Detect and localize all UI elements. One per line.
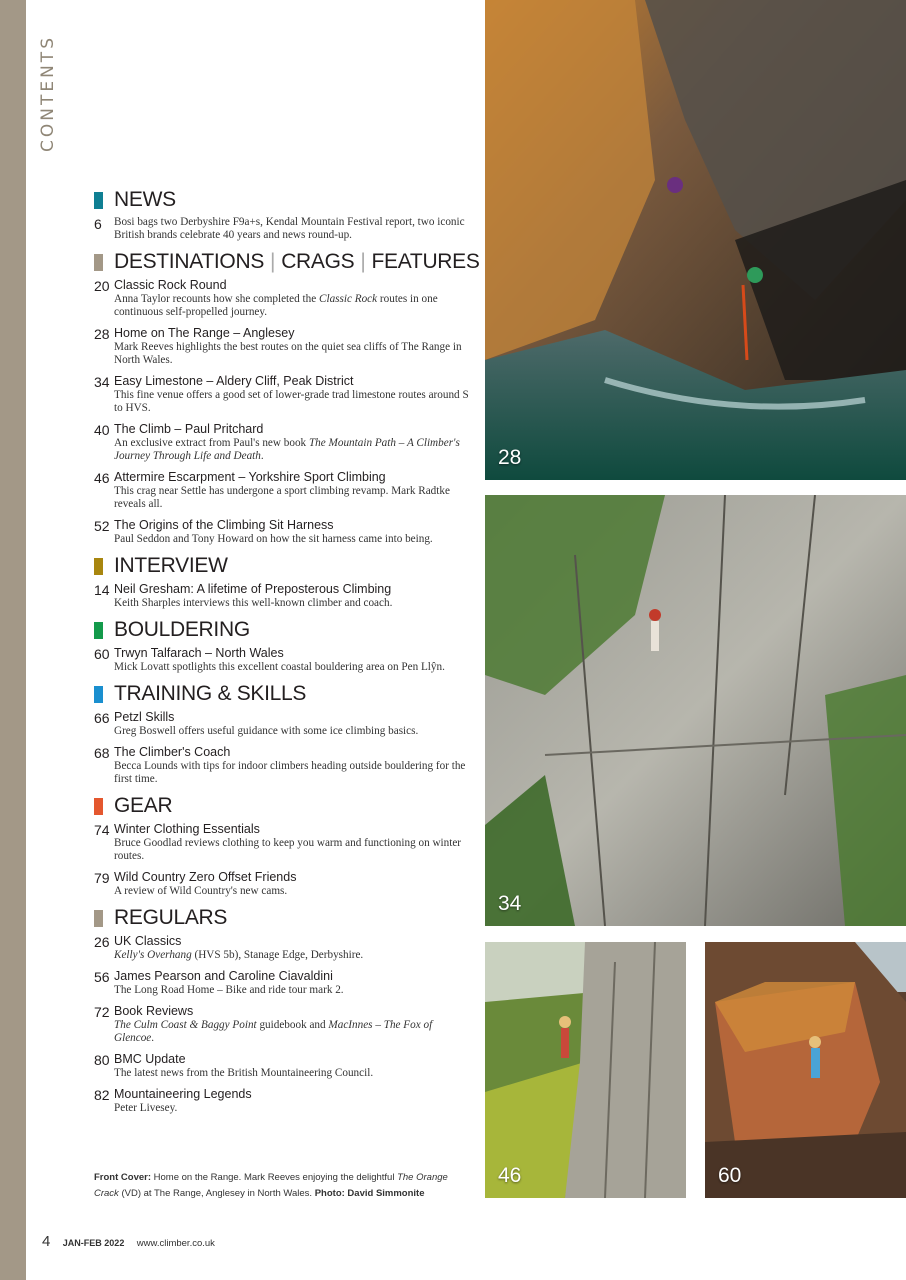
- entry-title: James Pearson and Caroline Ciavaldini: [114, 969, 333, 983]
- desc-text: .: [260, 450, 264, 462]
- desc-text: Anna Taylor recounts how she completed the: [114, 293, 319, 305]
- entry-description: Keith Sharples interviews this well-known climber and coach.: [114, 597, 393, 609]
- toc-entry[interactable]: [94, 934, 474, 962]
- page-number: 60: [94, 646, 110, 662]
- section-title-interview[interactable]: INTERVIEW: [114, 554, 228, 577]
- desc-text: guidebook and: [256, 1019, 329, 1031]
- entry-title: Book Reviews: [114, 1004, 194, 1018]
- page-number: 82: [94, 1087, 110, 1103]
- section-header-gear: [94, 794, 474, 818]
- section-regulars: [94, 906, 474, 1115]
- entry-title: Mountaineering Legends: [114, 1087, 252, 1101]
- desc-text: .: [151, 1032, 155, 1044]
- photo-credit: Photo: David Simmonite: [314, 1188, 425, 1199]
- page-number: 28: [94, 326, 110, 342]
- toc-entry[interactable]: [94, 374, 474, 415]
- entry-description: Bruce Goodlad reviews clothing to keep you warm and functioning on winter routes.: [114, 837, 462, 862]
- entry-description: Mark Reeves highlights the best routes on the quiet sea cliffs of The Range in North Wales.: [114, 341, 462, 366]
- section-title-training[interactable]: TRAINING & SKILLS: [114, 682, 307, 705]
- page-number: 40: [94, 422, 110, 438]
- page-number: 74: [94, 822, 110, 838]
- desc-text: An exclusive extract from Paul's new book: [114, 437, 309, 449]
- entry-description: Mick Lovatt spotlights this excellent coastal bouldering area on Pen Llŷn.: [114, 661, 445, 673]
- toc-entry[interactable]: [94, 1087, 474, 1115]
- desc-italic: MacInnes – The Fox of Glencoe: [114, 1019, 433, 1044]
- toc-entry[interactable]: [94, 326, 474, 367]
- entry-title: UK Classics: [114, 934, 182, 948]
- section-destinations: [94, 250, 480, 546]
- entry-title: Winter Clothing Essentials: [114, 822, 260, 836]
- entry-title: Attermire Escarpment – Yorkshire Sport Climbing: [114, 470, 386, 484]
- toc-entry[interactable]: [94, 582, 474, 610]
- section-title-gear[interactable]: GEAR: [114, 794, 173, 817]
- page-number: 56: [94, 969, 110, 985]
- toc-entry[interactable]: [94, 745, 474, 786]
- entry-title: The Climber's Coach: [114, 745, 231, 759]
- entry-description: The latest news from the British Mountaineering Council.: [114, 1067, 374, 1079]
- entry-description: Peter Livesey.: [114, 1102, 178, 1114]
- section-gear: [94, 794, 474, 898]
- section-marker-training: [94, 686, 103, 703]
- title-separator: |: [270, 250, 276, 273]
- section-title-features-part: FEATURES: [371, 250, 480, 273]
- section-title-destinations-part: DESTINATIONS: [114, 250, 265, 273]
- section-title-destinations[interactable]: [114, 250, 480, 274]
- desc-italic: The Culm Coast & Baggy Point: [114, 1019, 257, 1031]
- toc-entry[interactable]: [94, 422, 474, 463]
- section-header-regulars: [94, 906, 474, 930]
- section-marker-bouldering: [94, 622, 103, 639]
- photo-page-label: 28: [498, 446, 522, 469]
- toc-entry[interactable]: [94, 518, 474, 546]
- section-marker-news: [94, 192, 103, 209]
- section-title-news[interactable]: NEWS: [114, 188, 176, 211]
- toc-entry[interactable]: [94, 1052, 474, 1080]
- section-marker-gear: [94, 798, 103, 815]
- entry-title: Trwyn Talfarach – North Wales: [114, 646, 284, 660]
- section-header-interview: [94, 554, 474, 578]
- sea-cliff-climbers-photo: [485, 0, 906, 480]
- caption-text: Home on the Range. Mark Reeves enjoying the delightful: [151, 1172, 398, 1183]
- desc-italic: The Mountain Path – A Climber's Journey Through Life and Death: [114, 437, 460, 462]
- footer-website[interactable]: www.climber.co.uk: [136, 1238, 215, 1249]
- desc-italic: Classic Rock: [319, 293, 378, 305]
- photo-page-label: 46: [498, 1164, 522, 1187]
- page-number: 20: [94, 278, 110, 294]
- page-number: 79: [94, 870, 110, 886]
- photo-34[interactable]: [485, 495, 906, 926]
- entry-title: Wild Country Zero Offset Friends: [114, 870, 297, 884]
- page-number: 34: [94, 374, 110, 390]
- section-news: [94, 188, 474, 242]
- page-number: 6: [94, 216, 102, 232]
- entry-description: [114, 1019, 474, 1045]
- front-cover-caption: [94, 1170, 474, 1202]
- entry-title: Classic Rock Round: [114, 278, 227, 292]
- section-header-bouldering: [94, 618, 474, 642]
- caption-italic: The Orange Crack: [94, 1172, 448, 1199]
- entry-title: The Climb – Paul Pritchard: [114, 422, 264, 436]
- toc-entry[interactable]: [94, 278, 474, 319]
- toc-entry[interactable]: [94, 870, 474, 898]
- toc-entry[interactable]: [94, 1004, 474, 1045]
- photo-28[interactable]: [485, 0, 906, 480]
- section-header-news: [94, 188, 474, 212]
- page-number: 68: [94, 745, 110, 761]
- section-header-destinations: [94, 250, 480, 274]
- toc-entry[interactable]: [94, 969, 474, 997]
- entry-title: Home on The Range – Anglesey: [114, 326, 295, 340]
- yorkshire-crag-climber-photo: [485, 942, 686, 1198]
- title-separator: |: [360, 250, 366, 273]
- section-header-training: [94, 682, 474, 706]
- limestone-cliff-climber-photo: [485, 495, 906, 926]
- front-cover-label: Front Cover:: [94, 1172, 151, 1183]
- photo-46[interactable]: [485, 942, 686, 1198]
- desc-italic: Kelly's Overhang: [114, 949, 192, 961]
- page-number: 46: [94, 470, 110, 486]
- entry-description: This fine venue offers a good set of lower-grade trad limestone routes around S to HVS.: [114, 389, 469, 414]
- page-number: 52: [94, 518, 110, 534]
- coastal-boulder-climber-photo: [705, 942, 906, 1198]
- entry-description: [114, 437, 474, 463]
- entry-description: This crag near Settle has undergone a sport climbing revamp. Mark Radtke reveals all.: [114, 485, 450, 510]
- section-marker-interview: [94, 558, 103, 575]
- page-number: 66: [94, 710, 110, 726]
- entry-title: Petzl Skills: [114, 710, 175, 724]
- entry-description: [114, 293, 474, 319]
- section-title-bouldering[interactable]: BOULDERING: [114, 618, 250, 641]
- entry-title: Neil Gresham: A lifetime of Preposterous Climbing: [114, 582, 392, 596]
- photo-60[interactable]: [705, 942, 906, 1198]
- desc-text: (HVS 5b), Stanage Edge, Derbyshire.: [191, 949, 364, 961]
- entry-title: The Origins of the Climbing Sit Harness: [114, 518, 334, 532]
- entry-description: Becca Lounds with tips for indoor climbers heading outside bouldering for the first time.: [114, 760, 466, 785]
- table-of-contents: [94, 188, 480, 1123]
- toc-entry[interactable]: [94, 646, 474, 674]
- entry-description: Greg Boswell offers useful guidance with some ice climbing basics.: [114, 725, 419, 737]
- entry-description: [114, 949, 474, 962]
- page-number: 14: [94, 582, 110, 598]
- caption-text: (VD) at The Range, Anglesey in North Wales.: [118, 1188, 315, 1199]
- entry-description: A review of Wild Country's new cams.: [114, 885, 288, 897]
- page-footer: [42, 1233, 215, 1251]
- footer-issue: JAN-FEB 2022: [62, 1238, 125, 1248]
- photo-page-label: 34: [498, 892, 522, 915]
- section-title-regulars[interactable]: REGULARS: [114, 906, 228, 929]
- entry-description: Paul Seddon and Tony Howard on how the sit harness came into being.: [114, 533, 433, 545]
- entry-title: Easy Limestone – Aldery Cliff, Peak District: [114, 374, 354, 388]
- page-number: 26: [94, 934, 110, 950]
- side-color-bar: [0, 0, 26, 1280]
- entry-title: BMC Update: [114, 1052, 186, 1066]
- footer-page-number: 4: [42, 1233, 51, 1250]
- desc-text: routes in one continuous self-propelled journey.: [114, 293, 438, 318]
- contents-label: [38, 35, 68, 160]
- page-number: 72: [94, 1004, 110, 1020]
- toc-entry[interactable]: [94, 710, 474, 738]
- section-marker-destinations: [94, 254, 103, 271]
- section-marker-regulars: [94, 910, 103, 927]
- toc-entry[interactable]: [94, 822, 474, 863]
- section-title-crags-part: CRAGS: [281, 250, 355, 273]
- section-training: [94, 682, 474, 786]
- toc-entry[interactable]: [94, 216, 474, 242]
- entry-description: Bosi bags two Derbyshire F9a+s, Kendal Mountain Festival report, two iconic British brands celebrate 40 years and news round-up.: [114, 216, 465, 241]
- section-interview: [94, 554, 474, 610]
- toc-entry[interactable]: [94, 470, 474, 511]
- photo-page-label: 60: [718, 1164, 742, 1187]
- entry-description: The Long Road Home – Bike and ride tour mark 2.: [114, 984, 344, 996]
- section-bouldering: [94, 618, 474, 674]
- page-number: 80: [94, 1052, 110, 1068]
- contents-label-text: CONTENTS: [38, 35, 58, 152]
